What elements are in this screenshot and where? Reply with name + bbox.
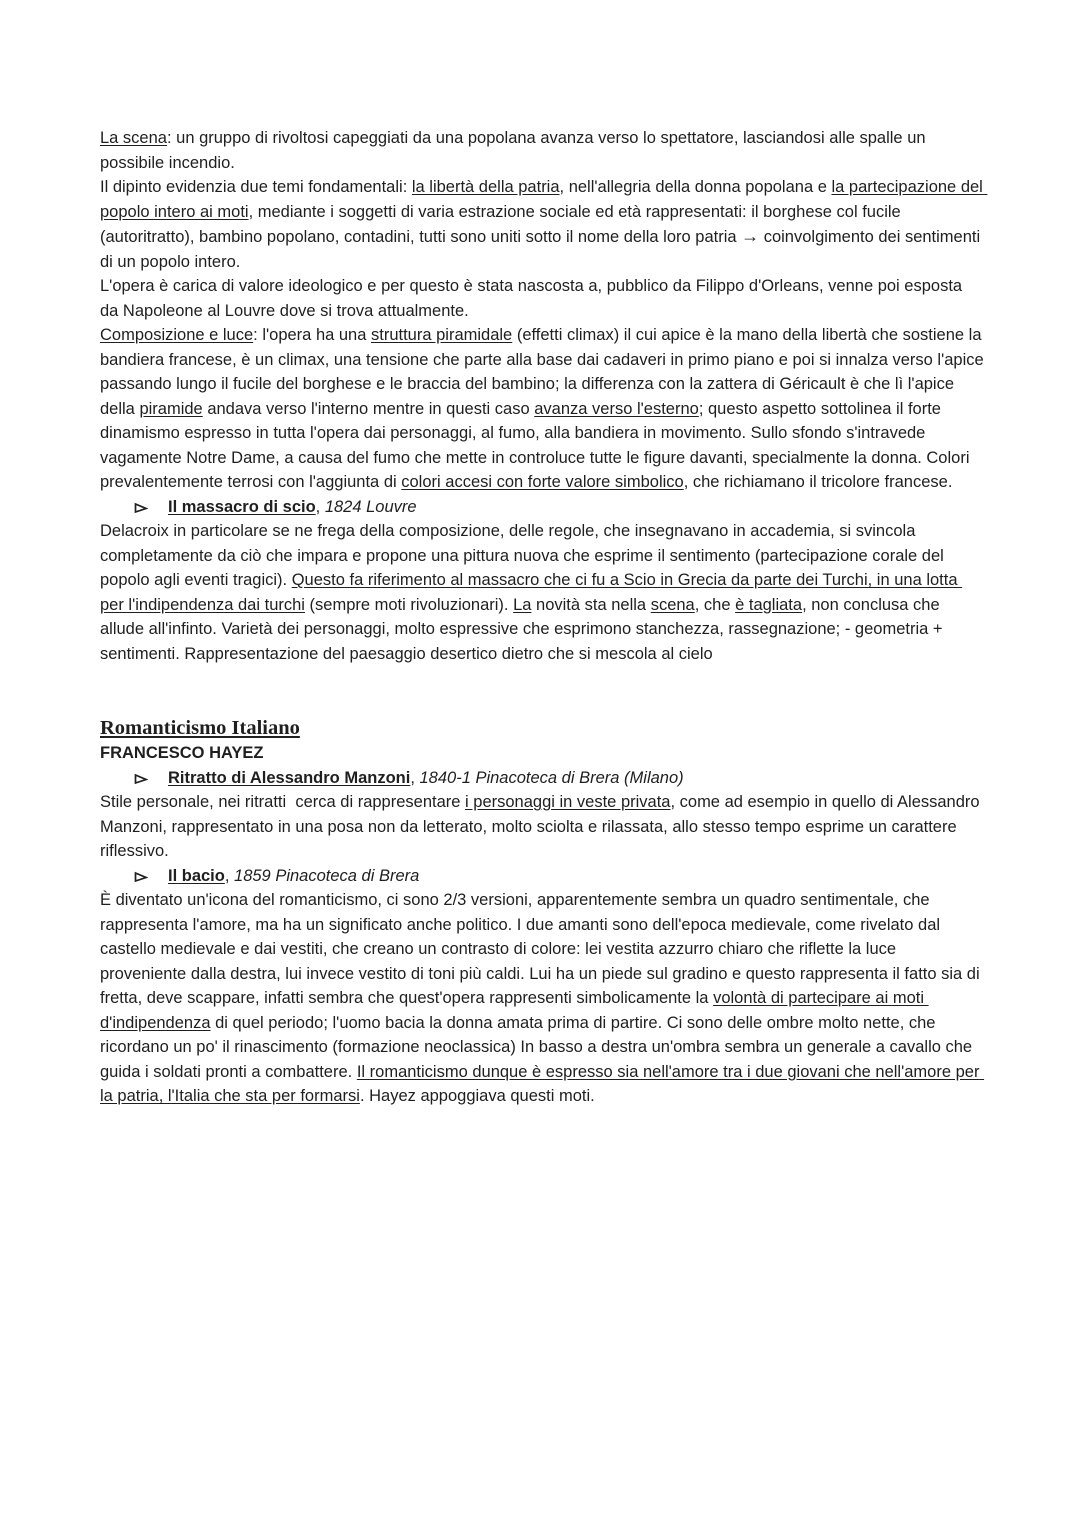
text-segment: 1824 Louvre <box>324 497 417 516</box>
right-arrow-icon: → <box>741 226 760 246</box>
text-segment: , <box>315 497 325 516</box>
text-segment: Il romanticismo dunque è espresso sia nell'amore tra i due giovani che nell'amore per la patria, l'Italia che sta per formarsi <box>100 1062 985 1105</box>
text-segment: colori accesi con forte valore simbolico <box>401 473 684 491</box>
text-segment: , che richiamano il tricolore francese. <box>683 473 953 491</box>
text-segment: Ritratto di Alessandro Manzoni <box>168 768 411 787</box>
text-segment: è tagliata <box>735 595 803 614</box>
text-segment: la libertà della patria <box>411 178 560 196</box>
text-segment: , che <box>694 595 736 614</box>
text-segment: avanza verso l'esterno <box>534 399 699 418</box>
paragraph <box>100 790 984 864</box>
section-spacer <box>100 666 984 715</box>
text-segment: Questo fa riferimento al massacro che ci fu a Scio in Grecia da parte dei Turchi, in una lotta per l'indipendenza dai turchi <box>100 571 963 614</box>
text-segment: volontà di partecipare ai moti d'indipendenza <box>100 989 929 1032</box>
text-segment: , mediante i soggetti di varia estrazione sociale ed età rappresentati: il borghese col fucile (autoritratto), bambino popolano, contadini, tutti sono uniti sotto il nome della loro patria <box>100 202 906 246</box>
paragraph <box>100 175 988 274</box>
text-segment: Stile personale, nei ritratti cerca di rappresentare <box>100 793 466 811</box>
bullet-item <box>100 766 984 791</box>
text-segment: , nell'allegria della donna popolana e <box>559 178 832 196</box>
arrowhead-bullet-icon <box>134 772 148 786</box>
text-segment: , <box>224 866 235 885</box>
bullet-item <box>100 864 984 889</box>
text-segment: novità sta nella <box>531 595 651 614</box>
text-segment: È diventato un'icona del romanticismo, ci sono 2/3 versioni, apparentemente sembra un quadro sentimentale, che rappresenta l'amore, ma ha un significato anche politico. I due amanti sono dell'epoca medievale, come rivelato dal castello medievale e dai vestiti, che creano un contrasto di colore: lei vestita azzurro chiaro che riflette la luce proveniente dalla destra, lui invece vestito di toni più caldi. Lui ha un piede sul gradino e questo rappresenta il fatto sia di fretta, deve scappare, infatti sembra che quest'opera rappresenti simbolicamente la <box>100 891 985 1007</box>
paragraph <box>100 323 989 495</box>
paragraph <box>100 274 984 323</box>
text-segment: struttura piramidale <box>371 326 513 344</box>
text-segment: La scena <box>100 129 167 147</box>
bullet-item <box>100 495 984 520</box>
text-segment: (sempre moti rivoluzionari). <box>304 595 514 614</box>
text-segment: Il dipinto evidenzia due temi fondamentali: <box>100 178 412 196</box>
text-segment: Il massacro di scio <box>168 497 316 516</box>
paragraph <box>100 519 984 666</box>
text-segment: scena <box>650 595 695 614</box>
text-segment: Delacroix in particolare se ne frega della composizione, delle regole, che insegnavano in accademia, si svincola completamente da ciò che impara e propone una pittura nuova che esprime il sentimento (partecipazione corale del popolo agli eventi tragici). <box>100 522 949 589</box>
text-segment: (effetti climax) il cui apice è la mano della libertà che sostiene la bandiera francese, è un climax, una tensione che parte alla base dai cadaveri in primo piano e poi si innalza verso l'apice passando lungo il fucile del borghese e le braccia del bambino; la differenza con la zattera di Géricault è che lì l'apice della <box>100 326 989 418</box>
text-segment: Romanticismo Italiano <box>100 717 300 739</box>
text-segment: . Hayez appoggiava questi moti. <box>359 1087 595 1105</box>
text-segment: La <box>513 595 532 614</box>
arrowhead-bullet-icon <box>134 501 148 515</box>
text-segment: , non conclusa che allude all'infinto. Varietà dei personaggi, molto espressive che esprimono stanchezza, rassegnazione; - geometria + sentimenti. Rappresentazione del paesaggio desertico dietro che si mescola al cielo <box>100 595 948 663</box>
text-segment: ; questo aspetto sottolinea il forte dinamismo espresso in tutta l'opera dai personaggi, al fumo, alla bandiera in movimento. Sullo sfondo s'intravede vagamente Notre Dame, a causa del fumo che mette in controluce tutte le figure davanti, specialmente la donna. Colori prevalentemente terrosi con l'aggiunta di <box>100 399 975 491</box>
artist-name <box>100 741 984 766</box>
text-segment: i personaggi in veste privata <box>465 793 671 811</box>
arrowhead-bullet-icon <box>134 870 148 884</box>
text-segment: piramide <box>139 399 203 418</box>
text-segment: , <box>410 768 420 787</box>
text-segment: : un gruppo di rivoltosi capeggiati da una popolana avanza verso lo spettatore, lasciandosi alle spalle un possibile incendio. <box>100 129 931 172</box>
text-segment: di quel periodo; l'uomo bacia la donna amata prima di partire. Ci sono delle ombre molto nette, che ricordano un po' il rinascimento (formazione neoclassica) In basso a destra un'ombra sembra un generale a cavallo che guida i soldati pronti a combattere. <box>100 1013 977 1081</box>
paragraph <box>100 888 984 1109</box>
paragraph <box>100 126 984 175</box>
text-segment: : l'opera ha una <box>253 326 371 344</box>
section-heading <box>100 715 984 741</box>
text-segment: , come ad esempio in quello di Alessandro Manzoni, rappresentato in una posa non da letterato, molto sciolta e rilassata, allo stesso tempo esprime un carattere riflessivo. <box>100 793 985 860</box>
text-segment: Composizione e luce <box>100 326 254 344</box>
document-content <box>100 126 989 1109</box>
text-segment: 1859 Pinacoteca di Brera <box>234 866 420 885</box>
text-segment: andava verso l'interno mentre in questi caso <box>202 399 535 418</box>
text-segment: FRANCESCO HAYEZ <box>100 744 264 762</box>
text-segment: coinvolgimento dei sentimenti di un popolo intero. <box>100 228 985 271</box>
text-segment: 1840-1 Pinacoteca di Brera (Milano) <box>419 768 684 787</box>
text-segment: L'opera è carica di valore ideologico e per questo è stata nascosta a, pubblico da Filippo d'Orleans, venne poi esposta da Napoleone al Louvre dove si trova attualmente. <box>100 277 967 320</box>
text-segment: Il bacio <box>168 866 225 885</box>
text-segment: la partecipazione del popolo intero ai moti <box>100 178 988 221</box>
